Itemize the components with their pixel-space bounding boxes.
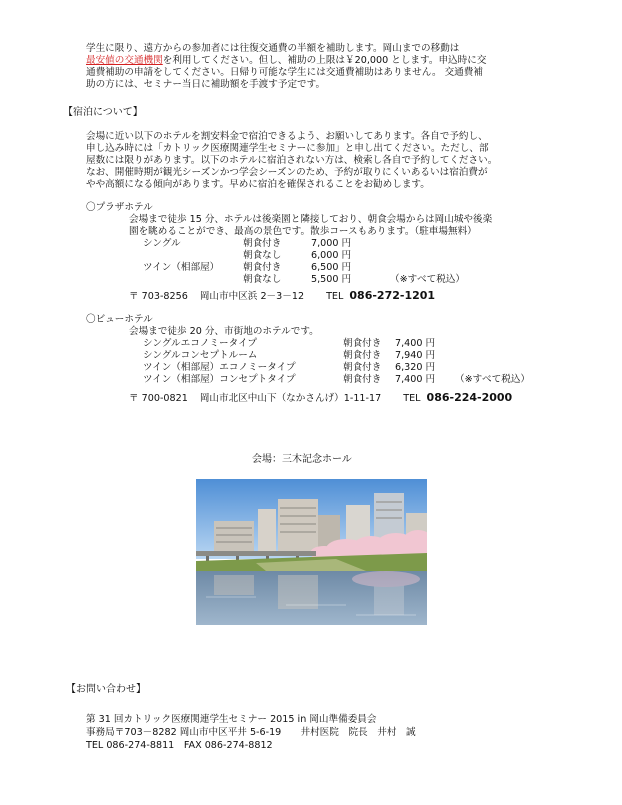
price-note: （※すべて税込） [455,374,531,385]
room-type: ツイン（相部屋）エコノミータイプ [143,362,296,373]
price: 6,500 円 [311,262,352,273]
price-note: （※すべて税込） [390,274,466,285]
price: 7,400 円 [395,374,436,385]
hotel1-price-row [0,250,622,262]
price: 7,940 円 [395,350,436,361]
meal-option: 朝食付き [343,350,382,361]
intro-line-3: 通費補助の申請をしてください。日帰り可能な学生には交通費補助はありません。 交通費補 [86,67,483,78]
hotel1-contact [129,290,435,303]
room-type: シングルエコノミータイプ [143,338,257,349]
price: 6,320 円 [395,362,436,373]
contact-line-3: TEL 086-274-8811 FAX 086-274-8812 [86,740,273,751]
room-type: ツイン（相部屋） [143,262,220,273]
meal-option: 朝食付き [343,338,382,349]
hotel1-address: 岡山市中区浜 2－3－12 [199,291,305,302]
intro-line-4: 助の方には、セミナー当日に補助額を手渡す予定です。 [86,79,326,90]
intro-line-1: 学生に限り、遠方からの参加者には往復交通費の半額を補助します。岡山までの移動は [86,43,460,54]
room-type: シングルコンセプトルーム [143,350,258,361]
hotel2-price-row [0,338,622,350]
hotel2-tel[interactable]: 086-224-2000 [426,391,513,404]
price: 7,000 円 [311,238,352,249]
contact-line-2: 事務局〒703－8282 岡山市中区平井 5-6-19 井村医院 院長 井村 誠 [86,727,416,738]
hotel2-price-row [0,374,622,386]
price: 6,000 円 [311,250,352,261]
hotel2-address: 岡山市北区中山下（なかさんげ）1-11-17 [199,393,382,404]
hotel2-postal: 〒 700-0821 [129,393,188,404]
hotel2-tel-label: TEL [403,393,421,404]
intro-line-2 [86,55,486,67]
meal-option: 朝食なし [243,274,282,285]
contact-heading: 【お問い合わせ】 [66,684,146,695]
hotel2-price-row [0,350,622,362]
hotel1-postal: 〒 703-8256 [129,291,188,302]
lodging-para-5: やや高額になる傾向があります。早めに宿泊を確保されることをお勧めします。 [86,179,430,190]
venue-caption: 会場：三木記念ホール [252,454,352,465]
lodging-para-1: 会場に近い以下のホテルを割安料金で宿泊できるよう、お願いしてあります。各自で予約し、 [86,131,488,142]
lodging-para-4: なお、開催時期が観光シーズンかつ学会シーズンのため、予約が取りにくいあるいは宿泊費が [86,167,488,178]
hotel2-name: 〇ビューホテル [86,314,153,325]
meal-option: 朝食付き [343,362,382,373]
price: 7,400 円 [395,338,436,349]
hotel2-price-row [0,362,622,374]
contact-line-1: 第 31 回カトリック医療関連学生セミナー 2015 in 岡山準備委員会 [86,714,377,725]
meal-option: 朝食付き [343,374,382,385]
meal-option: 朝食付き [243,238,282,249]
meal-option: 朝食付き [243,262,282,273]
hotel1-desc-2: 園を眺めることができ、最高の景色です。散歩コースもあります。（駐車場無料） [129,226,477,237]
hotel1-tel[interactable]: 086-272-1201 [349,289,436,302]
room-type: ツイン（相部屋）コンセプトタイプ [143,374,296,385]
price: 5,500 円 [311,274,352,285]
hotel1-price-row [0,262,622,274]
meal-option: 朝食なし [243,250,282,261]
intro-line-2-rest: を利用してください。但し、補助の上限は￥20,000 とします。申込時に交 [162,55,487,66]
hotel1-desc-1: 会場まで徒歩 15 分、ホテルは後楽園と隣接しており、朝食会場からは岡山城や後楽 [129,214,493,225]
lodging-para-2: 申し込み時には「カトリック医療関連学生セミナーに参加」と申し出てください。ただし、部 [86,143,489,154]
hotel1-tel-label: TEL [326,291,344,302]
hotel2-contact [129,392,512,405]
hotel2-desc-1: 会場まで徒歩 20 分、市街地のホテルです。 [129,326,319,337]
hotel1-name: 〇プラザホテル [86,202,153,213]
venue-photo [196,479,427,625]
lodging-heading: 【宿泊について】 [63,107,143,118]
room-type: シングル [143,238,181,249]
hotel1-price-row [0,238,622,250]
lodging-para-3: 屋数には限りがあります。以下のホテルに宿泊されない方は、検索し各自で予約してください。 [86,155,498,166]
cheapest-transport-link[interactable]: 最安値の交通機関 [86,55,163,66]
hotel1-price-row [0,274,622,286]
